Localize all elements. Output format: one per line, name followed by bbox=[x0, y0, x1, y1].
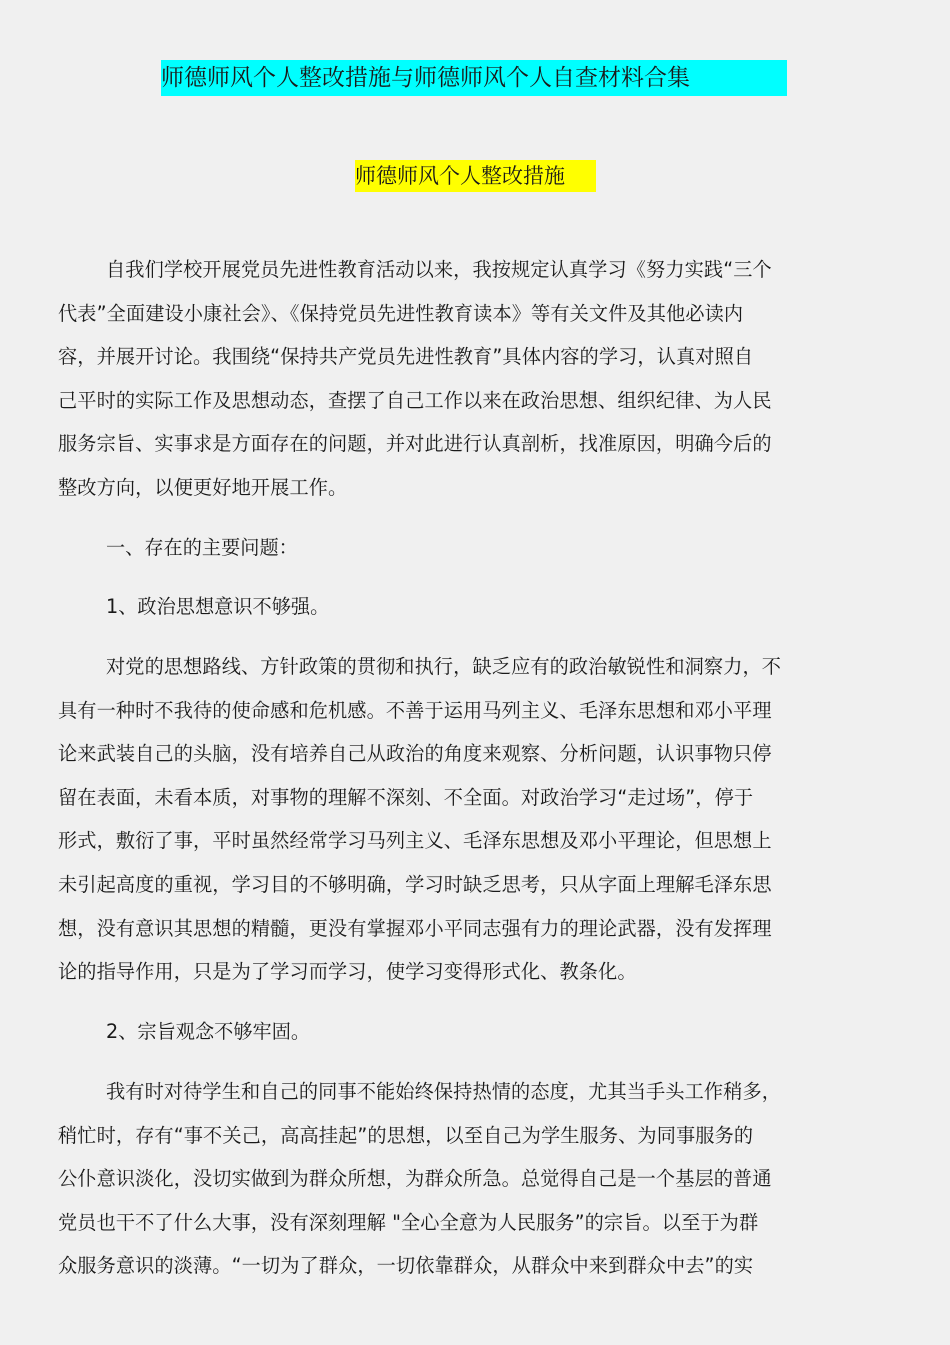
item-heading-1: 1、政治思想意识不够强。 bbox=[106, 595, 330, 618]
paragraph-line: 论的指导作用，只是为了学习而学习，使学习变得形式化、教条化。 bbox=[58, 960, 637, 984]
paragraph-line: 论来武装自己的头脑，没有培养自己从政治的角度来观察、分析问题，认识事物只停 bbox=[58, 742, 772, 766]
paragraph-line: 留在表面，未看本质，对事物的理解不深刻、不全面。对政治学习“走过场”，停于 bbox=[58, 785, 754, 809]
paragraph-line: 形式，敷衍了事，平时虽然经常学习马列主义、毛泽东思想及邓小平理论，但思想上 bbox=[58, 829, 772, 853]
document-title: 师德师风个人整改措施与师德师风个人自查材料合集 bbox=[161, 60, 787, 96]
paragraph-line: 未引起高度的重视，学习目的不够明确，学习时缺乏思考，只从字面上理解毛泽东思 bbox=[58, 872, 772, 896]
paragraph-line: 整改方向，以便更好地开展工作。 bbox=[58, 475, 348, 499]
paragraph-line: 自我们学校开展党员先进性教育活动以来，我按规定认真学习《努力实践“三个 bbox=[106, 258, 772, 281]
paragraph-line: 容，并展开讨论。我围绕“保持共产党员先进性教育”具体内容的学习，认真对照自 bbox=[58, 345, 754, 369]
paragraph-line: 己平时的实际工作及思想动态，查摆了自己工作以来在政治思想、组织纪律、为人民 bbox=[58, 388, 772, 412]
paragraph-line: 代表”全面建设小康社会》、《保持党员先进性教育读本》等有关文件及其他必读内 bbox=[58, 301, 744, 325]
paragraph-line: 公仆意识淡化，没切实做到为群众所想，为群众所急。总觉得自己是一个基层的普通 bbox=[58, 1167, 772, 1191]
paragraph-line: 我有时对待学生和自己的同事不能始终保持热情的态度，尤其当手头工作稍多， bbox=[106, 1080, 782, 1103]
paragraph-line: 服务宗旨、实事求是方面存在的问题，并对此进行认真剖析，找准原因，明确今后的 bbox=[58, 432, 772, 456]
paragraph-political bbox=[58, 645, 848, 994]
item-heading-2: 2、宗旨观念不够牢固。 bbox=[106, 1020, 311, 1043]
paragraph-line: 稍忙时，存有“事不关己，高高挂起”的思想，以至自己为学生服务、为同事服务的 bbox=[58, 1123, 754, 1147]
paragraph-line: 对党的思想路线、方针政策的贯彻和执行，缺乏应有的政治敏锐性和洞察力，不 bbox=[106, 655, 782, 678]
heading-main-problems: 一、存在的主要问题： bbox=[106, 536, 298, 559]
paragraph-intro bbox=[58, 248, 848, 510]
paragraph-line: 具有一种时不我待的使命感和危机感。不善于运用马列主义、毛泽东思想和邓小平理 bbox=[58, 698, 772, 722]
paragraph-line: 党员也干不了什么大事，没有深刻理解 "全心全意为人民服务”的宗旨。以至于为群 bbox=[58, 1210, 759, 1234]
section-title: 师德师风个人整改措施 bbox=[355, 160, 596, 192]
paragraph-service bbox=[58, 1070, 848, 1288]
paragraph-line: 众服务意识的淡薄。“一切为了群众，一切依靠群众，从群众中来到群众中去”的实 bbox=[58, 1254, 754, 1278]
paragraph-line: 想，没有意识其思想的精髓，更没有掌握邓小平同志强有力的理论武器，没有发挥理 bbox=[58, 916, 772, 940]
